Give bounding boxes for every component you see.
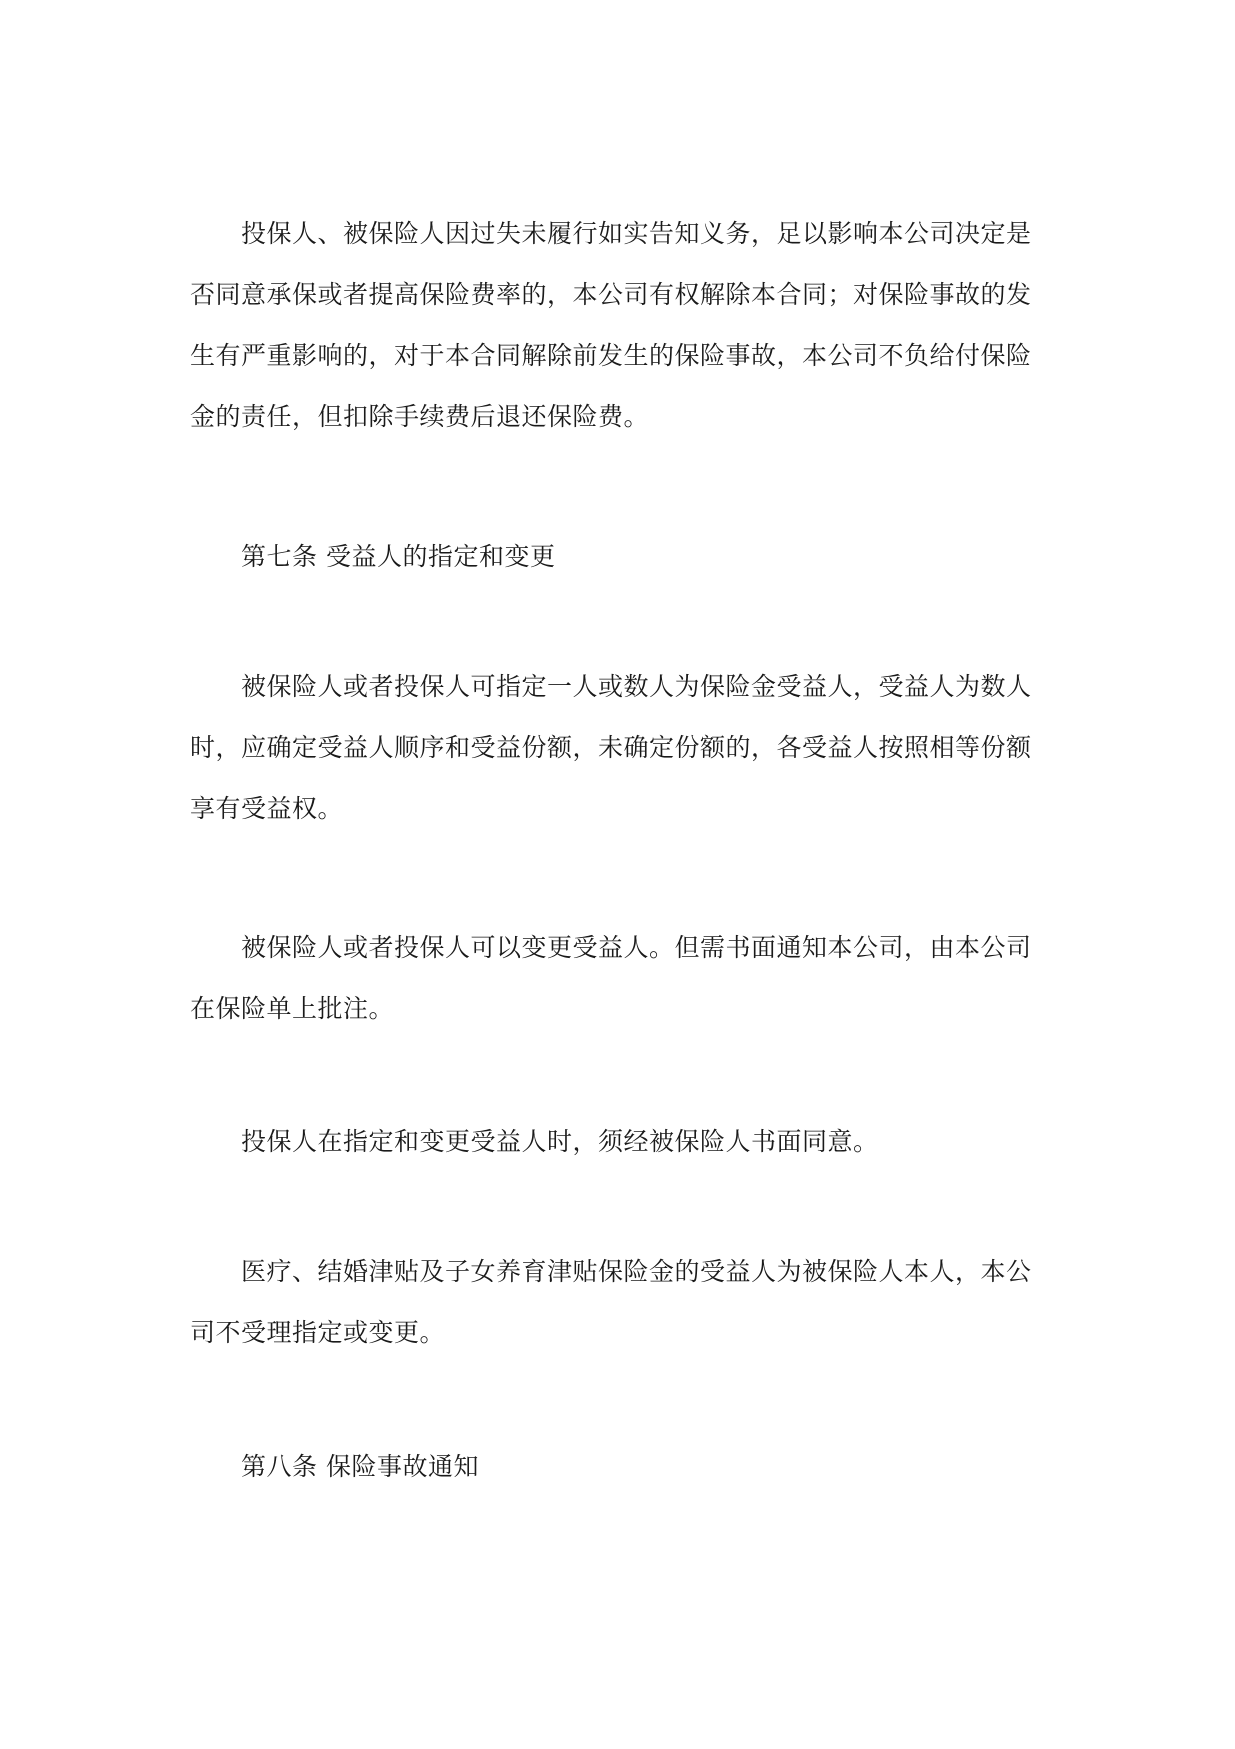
paragraph-disclosure-duty: 投保人、被保险人因过失未履行如实告知义务，足以影响本公司决定是否同意承保或者提高保险费率的，本公司有权解除本合同；对保险事故的发生有严重影响的，对于本合同解除前发生的保险事故，本公司不负给付保险金的责任，但扣除手续费后退还保险费。 bbox=[190, 219, 1032, 431]
paragraph-beneficiary-designation: 被保险人或者投保人可指定一人或数人为保险金受益人，受益人为数人时，应确定受益人顺序和受益份额，未确定份额的，各受益人按照相等份额享有受益权。 bbox=[190, 672, 1032, 823]
paragraph-insured-consent: 投保人在指定和变更受益人时，须经被保险人书面同意。 bbox=[241, 1127, 879, 1156]
article-8-heading: 第八条 保险事故通知 bbox=[241, 1452, 479, 1481]
paragraph-fixed-beneficiary: 医疗、结婚津贴及子女养育津贴保险金的受益人为被保险人本人，本公司不受理指定或变更。 bbox=[190, 1257, 1032, 1347]
paragraph-beneficiary-change: 被保险人或者投保人可以变更受益人。但需书面通知本公司，由本公司在保险单上批注。 bbox=[190, 933, 1032, 1023]
article-7-heading: 第七条 受益人的指定和变更 bbox=[241, 542, 556, 571]
